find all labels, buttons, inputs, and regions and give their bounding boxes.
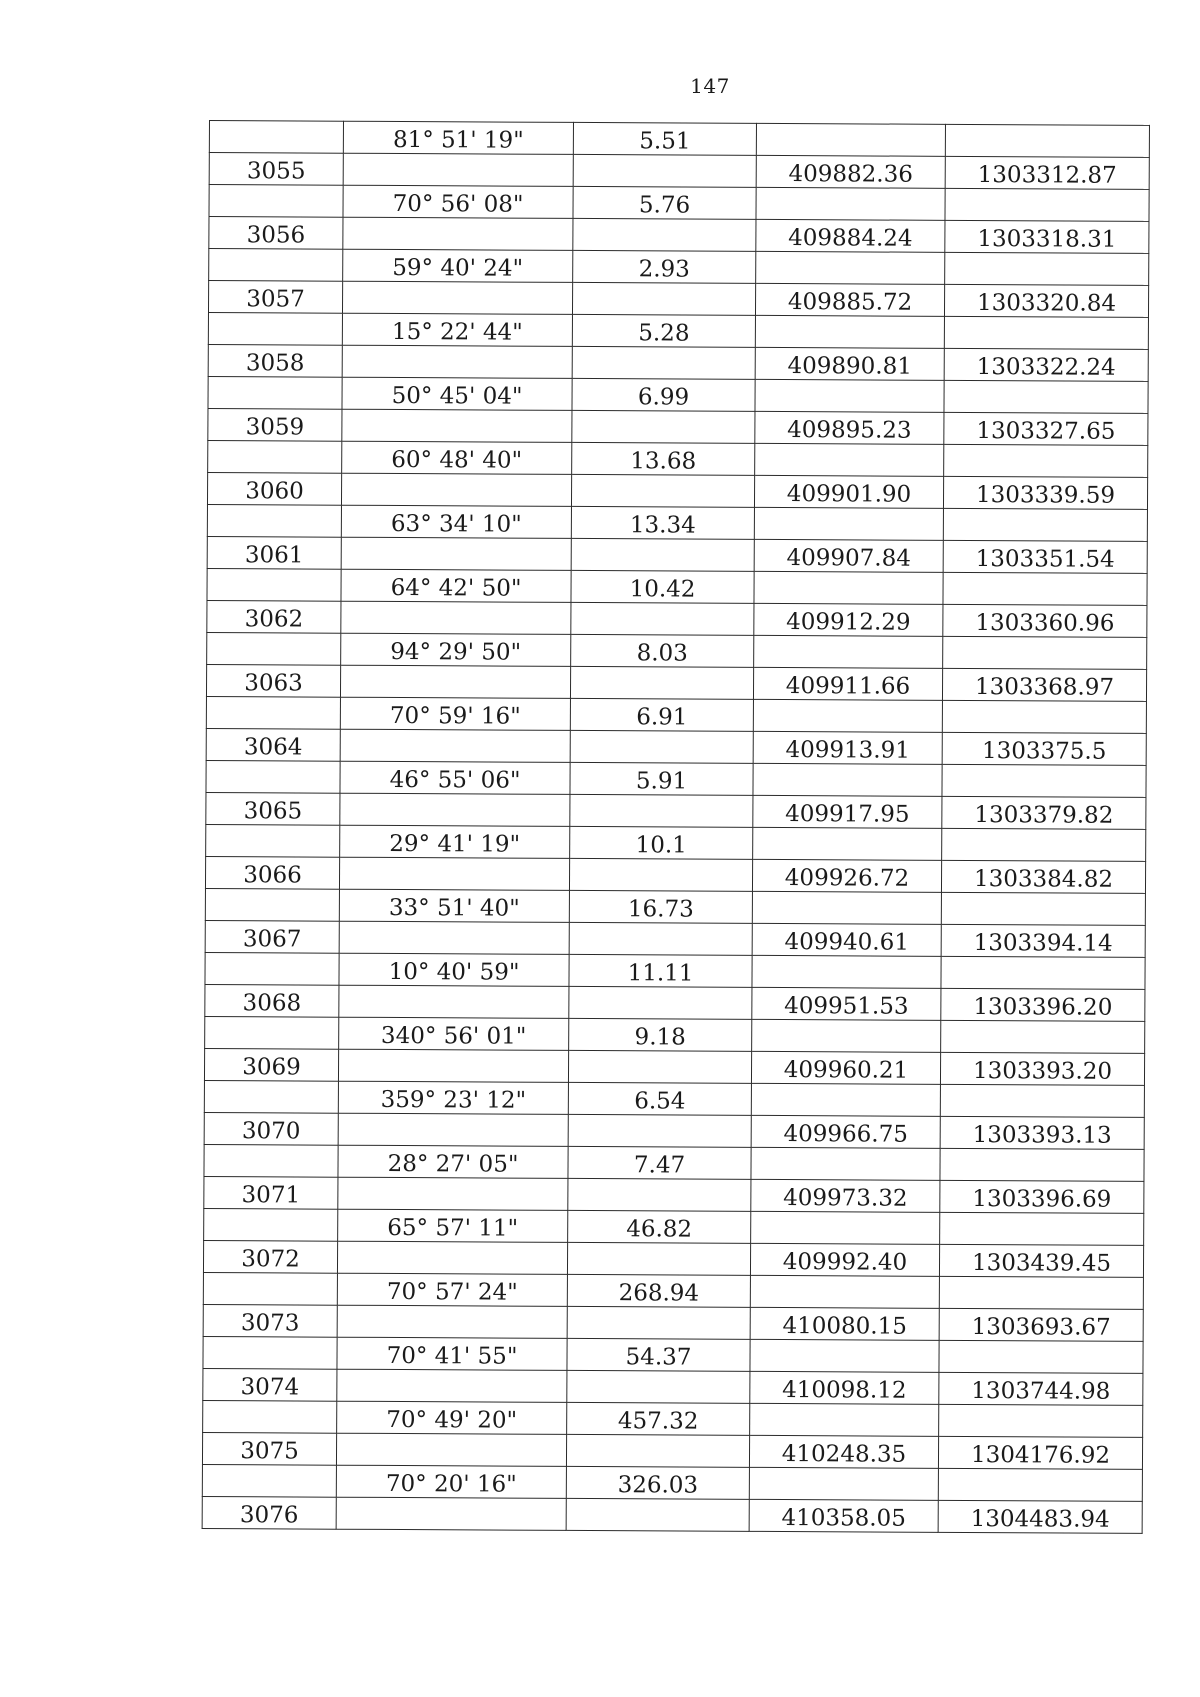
station-row [205, 920, 1145, 957]
easting-cell: 409885.72 [755, 283, 944, 316]
easting-cell-empty [751, 1147, 940, 1180]
distance-cell-empty [573, 218, 756, 251]
easting-cell: 409992.40 [750, 1243, 939, 1276]
distance-cell-empty [568, 1114, 751, 1147]
northing-cell: 1303312.87 [945, 156, 1149, 189]
distance-cell-empty [568, 1178, 751, 1211]
leg-row [205, 1016, 1145, 1053]
easting-cell-empty [750, 1339, 939, 1372]
northing-cell-empty [941, 1020, 1145, 1053]
easting-cell-empty [754, 635, 943, 668]
point-id-cell: 3058 [208, 344, 342, 377]
leg-row [206, 760, 1146, 797]
leg-row [208, 376, 1148, 413]
distance-cell-empty [567, 1242, 750, 1275]
northing-cell-empty [941, 892, 1145, 925]
northing-cell: 1303322.24 [944, 348, 1148, 381]
point-cell-empty [203, 1400, 337, 1433]
northing-cell: 1303384.82 [941, 860, 1145, 893]
point-cell-empty [207, 632, 341, 665]
distance-cell: 54.37 [567, 1338, 750, 1371]
distance-cell-empty [570, 666, 753, 699]
distance-cell: 16.73 [569, 890, 752, 923]
distance-cell-empty [573, 154, 756, 187]
distance-cell-empty [571, 538, 754, 571]
easting-cell-empty [752, 1019, 941, 1052]
station-row [207, 536, 1147, 573]
northing-cell-empty [943, 572, 1147, 605]
distance-cell-empty [566, 1434, 749, 1467]
leg-row [203, 1336, 1143, 1373]
bearing-cell: 70° 59' 16" [340, 697, 570, 730]
point-id-cell: 3055 [209, 153, 343, 186]
easting-cell: 409911.66 [753, 667, 942, 700]
bearing-cell: 29° 41' 19" [340, 825, 570, 858]
distance-cell: 46.82 [568, 1210, 751, 1243]
bearing-cell-empty [343, 153, 573, 186]
bearing-cell: 70° 57' 24" [337, 1273, 567, 1306]
point-id-cell: 3067 [205, 920, 339, 953]
station-row [206, 728, 1146, 765]
survey-table-body [202, 121, 1149, 1534]
easting-cell-empty [751, 1211, 940, 1244]
northing-cell: 1303318.31 [945, 220, 1149, 253]
leg-row [209, 249, 1149, 286]
leg-row [204, 1080, 1144, 1117]
station-row [202, 1496, 1142, 1533]
point-id-cell: 3064 [206, 728, 340, 761]
distance-cell: 268.94 [567, 1274, 750, 1307]
easting-cell-empty [755, 443, 944, 476]
point-id-cell: 3072 [203, 1240, 337, 1273]
northing-cell-empty [942, 828, 1146, 861]
easting-cell-empty [750, 1403, 939, 1436]
northing-cell-empty [940, 1212, 1144, 1245]
northing-cell: 1303744.98 [939, 1372, 1143, 1405]
station-row [205, 984, 1145, 1021]
easting-cell-empty [756, 251, 945, 284]
bearing-cell-empty [338, 1177, 568, 1210]
northing-cell: 1303339.59 [943, 476, 1147, 509]
point-id-cell: 3059 [208, 408, 342, 441]
leg-row [206, 696, 1146, 733]
station-row [206, 664, 1146, 701]
distance-cell-empty [569, 922, 752, 955]
survey-table-container [202, 120, 1149, 1534]
northing-cell-empty [944, 316, 1148, 349]
point-cell-empty [204, 1208, 338, 1241]
easting-cell: 409951.53 [752, 987, 941, 1020]
bearing-cell-empty [339, 921, 569, 954]
point-id-cell: 3066 [205, 856, 339, 889]
bearing-cell: 359° 23' 12" [338, 1081, 568, 1114]
northing-cell: 1303393.20 [940, 1052, 1144, 1085]
bearing-cell-empty [341, 601, 571, 634]
distance-cell: 7.47 [568, 1146, 751, 1179]
point-cell-empty [203, 1336, 337, 1369]
bearing-cell-empty [342, 281, 572, 314]
station-row [204, 1176, 1144, 1213]
northing-cell: 1303368.97 [942, 668, 1146, 701]
bearing-cell: 33° 51' 40" [339, 889, 569, 922]
easting-cell-empty [756, 187, 945, 220]
bearing-cell: 70° 56' 08" [343, 185, 573, 218]
distance-cell-empty [569, 858, 752, 891]
bearing-cell: 81° 51' 19" [343, 121, 573, 154]
distance-cell-empty [572, 282, 755, 315]
point-cell-empty [205, 1016, 339, 1049]
easting-cell: 409966.75 [751, 1115, 940, 1148]
leg-row [203, 1400, 1143, 1437]
distance-cell: 5.76 [573, 186, 756, 219]
leg-row [207, 632, 1147, 669]
easting-cell: 410098.12 [750, 1371, 939, 1404]
point-cell-empty [208, 312, 342, 345]
point-cell-empty [205, 952, 339, 985]
easting-cell-empty [753, 827, 942, 860]
northing-cell-empty [941, 956, 1145, 989]
distance-cell-empty [567, 1370, 750, 1403]
northing-cell: 1303327.65 [944, 412, 1148, 445]
easting-cell: 410358.05 [749, 1499, 938, 1532]
northing-cell: 1303393.13 [940, 1116, 1144, 1149]
bearing-cell-empty [342, 345, 572, 378]
point-id-cell: 3073 [203, 1304, 337, 1337]
easting-cell: 410248.35 [749, 1435, 938, 1468]
bearing-cell: 70° 20' 16" [336, 1465, 566, 1498]
station-row [204, 1048, 1144, 1085]
survey-coordinate-table [202, 120, 1150, 1534]
bearing-cell-empty [343, 217, 573, 250]
northing-cell: 1303375.5 [942, 732, 1146, 765]
bearing-cell: 94° 29' 50" [341, 633, 571, 666]
distance-cell-empty [570, 794, 753, 827]
station-row [205, 856, 1145, 893]
bearing-cell-empty [341, 537, 571, 570]
station-row [207, 600, 1147, 637]
bearing-cell: 340° 56' 01" [339, 1017, 569, 1050]
easting-cell: 409913.91 [753, 731, 942, 764]
bearing-cell-empty [337, 1369, 567, 1402]
bearing-cell-empty [339, 857, 569, 890]
northing-cell: 1303379.82 [942, 796, 1146, 829]
bearing-cell-empty [338, 1049, 568, 1082]
bearing-cell-empty [336, 1433, 566, 1466]
bearing-cell-empty [339, 985, 569, 1018]
point-cell-empty [206, 760, 340, 793]
easting-cell: 410080.15 [750, 1307, 939, 1340]
northing-cell: 1303396.69 [940, 1180, 1144, 1213]
distance-cell: 8.03 [571, 634, 754, 667]
bearing-cell-empty [338, 1113, 568, 1146]
bearing-cell: 70° 41' 55" [337, 1337, 567, 1370]
northing-cell: 1303360.96 [943, 604, 1147, 637]
point-id-cell: 3060 [207, 472, 341, 505]
northing-cell-empty [942, 764, 1146, 797]
point-cell-empty [206, 824, 340, 857]
station-row [202, 1432, 1142, 1469]
distance-cell: 5.51 [573, 122, 756, 155]
distance-cell-empty [569, 986, 752, 1019]
point-cell-empty [203, 1272, 337, 1305]
distance-cell: 9.18 [569, 1018, 752, 1051]
page-number: 147 [690, 74, 730, 98]
point-cell-empty [204, 1080, 338, 1113]
distance-cell: 457.32 [567, 1402, 750, 1435]
easting-cell: 409890.81 [755, 347, 944, 380]
bearing-cell-empty [337, 1305, 567, 1338]
northing-cell-empty [944, 380, 1148, 413]
bearing-cell: 63° 34' 10" [341, 505, 571, 538]
leg-row [205, 952, 1145, 989]
point-cell-empty [204, 1144, 338, 1177]
easting-cell: 409895.23 [755, 411, 944, 444]
easting-cell: 409960.21 [751, 1051, 940, 1084]
point-id-cell: 3056 [209, 217, 343, 250]
northing-cell-empty [939, 1276, 1143, 1309]
point-id-cell: 3074 [203, 1368, 337, 1401]
easting-cell-empty [756, 123, 945, 156]
easting-cell-empty [750, 1275, 939, 1308]
distance-cell: 10.1 [570, 826, 753, 859]
distance-cell: 13.68 [572, 442, 755, 475]
easting-cell-empty [752, 891, 941, 924]
station-row [209, 153, 1149, 190]
easting-cell-empty [755, 315, 944, 348]
leg-row [209, 185, 1149, 222]
point-cell-empty [209, 121, 343, 154]
bearing-cell: 15° 22' 44" [342, 313, 572, 346]
distance-cell: 5.28 [572, 314, 755, 347]
northing-cell-empty [944, 444, 1148, 477]
leg-row [205, 888, 1145, 925]
point-id-cell: 3057 [208, 281, 342, 314]
leg-row [207, 568, 1147, 605]
point-id-cell: 3069 [204, 1048, 338, 1081]
easting-cell-empty [753, 763, 942, 796]
bearing-cell: 60° 48' 40" [342, 441, 572, 474]
station-row [203, 1240, 1143, 1277]
easting-cell: 409884.24 [756, 219, 945, 252]
easting-cell: 409973.32 [751, 1179, 940, 1212]
leg-row [204, 1208, 1144, 1245]
bearing-cell-empty [341, 473, 571, 506]
station-row [204, 1112, 1144, 1149]
easting-cell: 409917.95 [753, 795, 942, 828]
distance-cell-empty [566, 1498, 749, 1531]
distance-cell: 6.54 [568, 1082, 751, 1115]
station-row [209, 217, 1149, 254]
bearing-cell: 10° 40' 59" [339, 953, 569, 986]
bearing-cell-empty [340, 793, 570, 826]
point-cell-empty [207, 568, 341, 601]
northing-cell: 1303396.20 [941, 988, 1145, 1021]
distance-cell-empty [567, 1306, 750, 1339]
northing-cell-empty [945, 124, 1149, 157]
point-id-cell: 3071 [204, 1176, 338, 1209]
leg-row [202, 1464, 1142, 1501]
easting-cell: 409912.29 [754, 603, 943, 636]
easting-cell-empty [751, 1083, 940, 1116]
bearing-cell: 50° 45' 04" [342, 377, 572, 410]
distance-cell-empty [571, 474, 754, 507]
northing-cell-empty [938, 1468, 1142, 1501]
bearing-cell-empty [337, 1241, 567, 1274]
point-cell-empty [202, 1464, 336, 1497]
easting-cell: 409926.72 [752, 859, 941, 892]
leg-row [209, 121, 1149, 158]
northing-cell-empty [945, 188, 1149, 221]
point-id-cell: 3075 [202, 1432, 336, 1465]
distance-cell-empty [570, 730, 753, 763]
bearing-cell: 64° 42' 50" [341, 569, 571, 602]
northing-cell: 1303394.14 [941, 924, 1145, 957]
leg-row [207, 504, 1147, 541]
northing-cell-empty [943, 636, 1147, 669]
point-cell-empty [209, 185, 343, 218]
bearing-cell: 70° 49' 20" [337, 1401, 567, 1434]
point-id-cell: 3062 [207, 600, 341, 633]
bearing-cell-empty [340, 729, 570, 762]
point-id-cell: 3076 [202, 1496, 336, 1529]
distance-cell: 5.91 [570, 762, 753, 795]
point-cell-empty [206, 696, 340, 729]
leg-row [208, 440, 1148, 477]
point-cell-empty [208, 376, 342, 409]
easting-cell-empty [752, 955, 941, 988]
easting-cell-empty [754, 507, 943, 540]
distance-cell: 6.99 [572, 378, 755, 411]
easting-cell-empty [754, 571, 943, 604]
northing-cell: 1303351.54 [943, 540, 1147, 573]
station-row [203, 1368, 1143, 1405]
point-id-cell: 3065 [206, 792, 340, 825]
bearing-cell: 46° 55' 06" [340, 761, 570, 794]
distance-cell: 13.34 [571, 506, 754, 539]
station-row [208, 408, 1148, 445]
easting-cell: 409907.84 [754, 539, 943, 572]
station-row [208, 281, 1148, 318]
station-row [203, 1304, 1143, 1341]
northing-cell: 1303693.67 [939, 1308, 1143, 1341]
northing-cell: 1304483.94 [938, 1500, 1142, 1533]
easting-cell: 409940.61 [752, 923, 941, 956]
easting-cell-empty [755, 379, 944, 412]
distance-cell: 11.11 [569, 954, 752, 987]
point-id-cell: 3063 [206, 664, 340, 697]
leg-row [206, 824, 1146, 861]
distance-cell: 326.03 [566, 1466, 749, 1499]
point-cell-empty [209, 249, 343, 282]
distance-cell-empty [571, 602, 754, 635]
distance-cell: 10.42 [571, 570, 754, 603]
easting-cell: 409901.90 [754, 475, 943, 508]
bearing-cell: 65° 57' 11" [338, 1209, 568, 1242]
easting-cell: 409882.36 [756, 155, 945, 188]
easting-cell-empty [749, 1467, 938, 1500]
easting-cell-empty [753, 699, 942, 732]
northing-cell-empty [940, 1148, 1144, 1181]
point-id-cell: 3068 [205, 984, 339, 1017]
station-row [208, 344, 1148, 381]
distance-cell: 6.91 [570, 698, 753, 731]
bearing-cell-empty [336, 1497, 566, 1530]
bearing-cell-empty [342, 409, 572, 442]
leg-row [208, 312, 1148, 349]
distance-cell-empty [568, 1050, 751, 1083]
northing-cell-empty [939, 1340, 1143, 1373]
point-cell-empty [208, 440, 342, 473]
northing-cell-empty [940, 1084, 1144, 1117]
point-cell-empty [207, 504, 341, 537]
northing-cell: 1303439.45 [939, 1244, 1143, 1277]
point-id-cell: 3070 [204, 1112, 338, 1145]
leg-row [203, 1272, 1143, 1309]
point-cell-empty [205, 888, 339, 921]
northing-cell-empty [939, 1404, 1143, 1437]
northing-cell-empty [943, 508, 1147, 541]
northing-cell: 1303320.84 [944, 284, 1148, 317]
bearing-cell-empty [340, 665, 570, 698]
station-row [207, 472, 1147, 509]
bearing-cell: 28° 27' 05" [338, 1145, 568, 1178]
bearing-cell: 59° 40' 24" [343, 249, 573, 282]
northing-cell-empty [945, 252, 1149, 285]
leg-row [204, 1144, 1144, 1181]
northing-cell-empty [942, 700, 1146, 733]
distance-cell-empty [572, 410, 755, 443]
northing-cell: 1304176.92 [938, 1436, 1142, 1469]
distance-cell-empty [572, 346, 755, 379]
point-id-cell: 3061 [207, 536, 341, 569]
station-row [206, 792, 1146, 829]
distance-cell: 2.93 [573, 250, 756, 283]
